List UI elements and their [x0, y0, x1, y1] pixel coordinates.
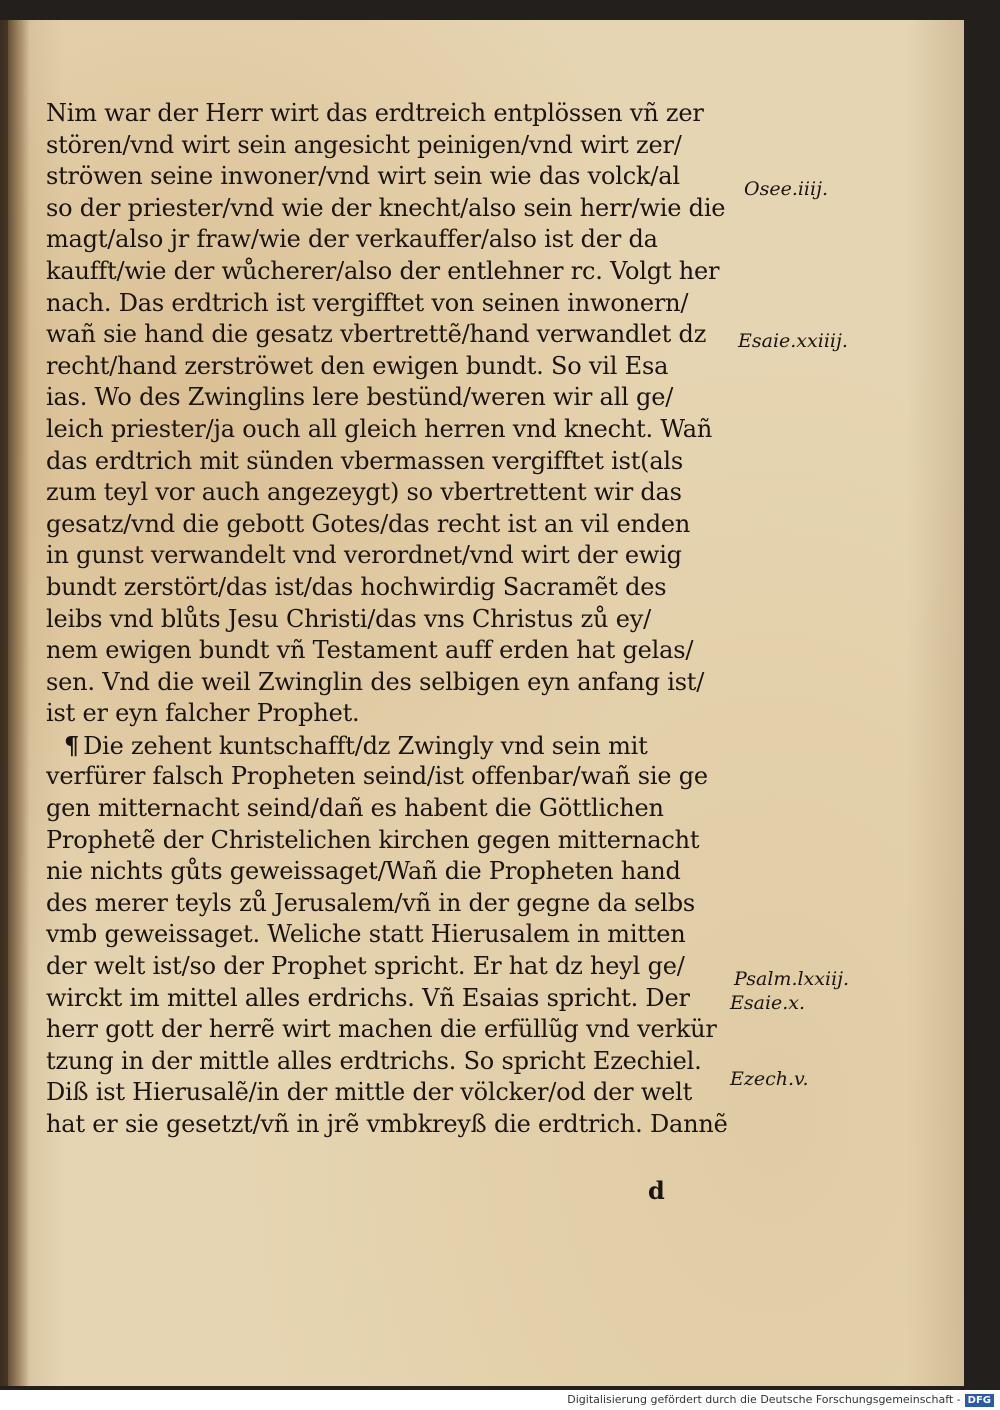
text-line: kaufft/wie der wůcherer/also der entlehner rc. Volgt her — [46, 256, 720, 285]
catchword: d — [648, 1176, 665, 1205]
funding-notice: Digitalisierung gefördert durch die Deutsche Forschungsgemeinschaft - — [567, 1393, 961, 1406]
text-line: leich priester/ja ouch all gleich herren vnd knecht. Wañ — [46, 414, 713, 443]
text-line: nie nichts gůts geweissaget/Wañ die Propheten hand — [46, 857, 681, 886]
marginal-note: Osee.iiij. — [744, 178, 829, 200]
marginal-note: Esaie.x. — [730, 992, 806, 1014]
text-line: verfürer falsch Propheten seind/ist offenbar/wañ sie ge — [46, 762, 708, 791]
text-line: herr gott der herrẽ wirt machen die erfüllũg vnd verkür — [46, 1015, 717, 1044]
text-line: stören/vnd wirt sein angesicht peinigen/vnd wirt zer/ — [46, 130, 682, 159]
text-line: sen. Vnd die weil Zwinglin des selbigen eyn anfang ist/ — [46, 667, 705, 696]
page-gutter-shadow — [0, 20, 30, 1386]
text-line: bundt zerstört/das ist/das hochwirdig Sacramẽt des — [46, 572, 667, 601]
text-line: der welt ist/so der Prophet spricht. Er hat dz heyl ge/ — [46, 952, 685, 981]
text-line: nach. Das erdtrich ist vergifftet von seinen inwonern/ — [46, 288, 689, 317]
text-line: ist er eyn falcher Prophet. — [46, 699, 360, 728]
text-line: Nim war der Herr wirt das erdtreich entplössen vñ zer — [46, 99, 704, 127]
text-line: wañ sie hand die gesatz vbertrettẽ/hand verwandlet dz — [46, 320, 707, 349]
text-line: hat er sie gesetzt/vñ in jrẽ vmbkreyß die erdtrich. Dannẽ — [46, 1110, 728, 1138]
digitization-footer — [0, 1390, 1000, 1410]
text-line: zum teyl vor auch angezeygt) so vbertrettent wir das — [46, 478, 682, 507]
dfg-logo: DFG — [965, 1394, 994, 1407]
text-line: in gunst verwandelt vnd verordnet/vnd wirt der ewig — [46, 541, 682, 570]
text-line: Die zehent kuntschafft/dz Zwingly vnd sein mit — [83, 731, 648, 760]
text-line: tzung in der mittle alles erdtrichs. So spricht Ezechiel. — [46, 1046, 702, 1075]
text-line: nem ewigen bundt vñ Testament auff erden hat gelas/ — [46, 636, 694, 665]
text-line: recht/hand zerströwet den ewigen bundt. So vil Esa — [46, 351, 669, 380]
text-line: leibs vnd blůts Jesu Christi/das vns Christus zů ey/ — [46, 604, 651, 633]
text-line: des merer teyls zů Jerusalem/vñ in der gegne da selbs — [46, 888, 695, 917]
text-line: ias. Wo des Zwinglins lere bestünd/weren wir all ge/ — [46, 383, 674, 412]
text-line: ströwen seine inwoner/vnd wirt sein wie das volck/al — [46, 162, 680, 191]
text-line: wirckt im mittel alles erdrichs. Vñ Esaias spricht. Der — [46, 983, 690, 1012]
marginal-note: Esaie.xxiiij. — [738, 330, 848, 352]
paragraph-start-line — [46, 730, 736, 762]
text-line: magt/also jr fraw/wie der verkauffer/also ist der da — [46, 225, 658, 254]
marginal-note: Psalm.lxxiij. — [734, 968, 850, 990]
pilcrow-mark: ¶ — [64, 730, 80, 760]
text-line: gen mitternacht seind/dañ es habent die Göttlichen — [46, 794, 664, 823]
body-text — [46, 98, 736, 1141]
text-line: Diß ist Hierusalẽ/in der mittle der völcker/od der welt — [46, 1078, 693, 1107]
text-line: vmb geweissaget. Weliche statt Hierusalem in mitten — [46, 920, 686, 949]
text-line: das erdtrich mit sünden vbermassen vergifftet ist(als — [46, 446, 684, 475]
text-line: gesatz/vnd die gebott Gotes/das recht ist an vil enden — [46, 509, 691, 538]
text-line: Prophetẽ der Christelichen kirchen gegen mitternacht — [46, 825, 700, 854]
text-line: so der priester/vnd wie der knecht/also sein herr/wie die — [46, 193, 726, 222]
marginal-note: Ezech.v. — [730, 1068, 809, 1090]
